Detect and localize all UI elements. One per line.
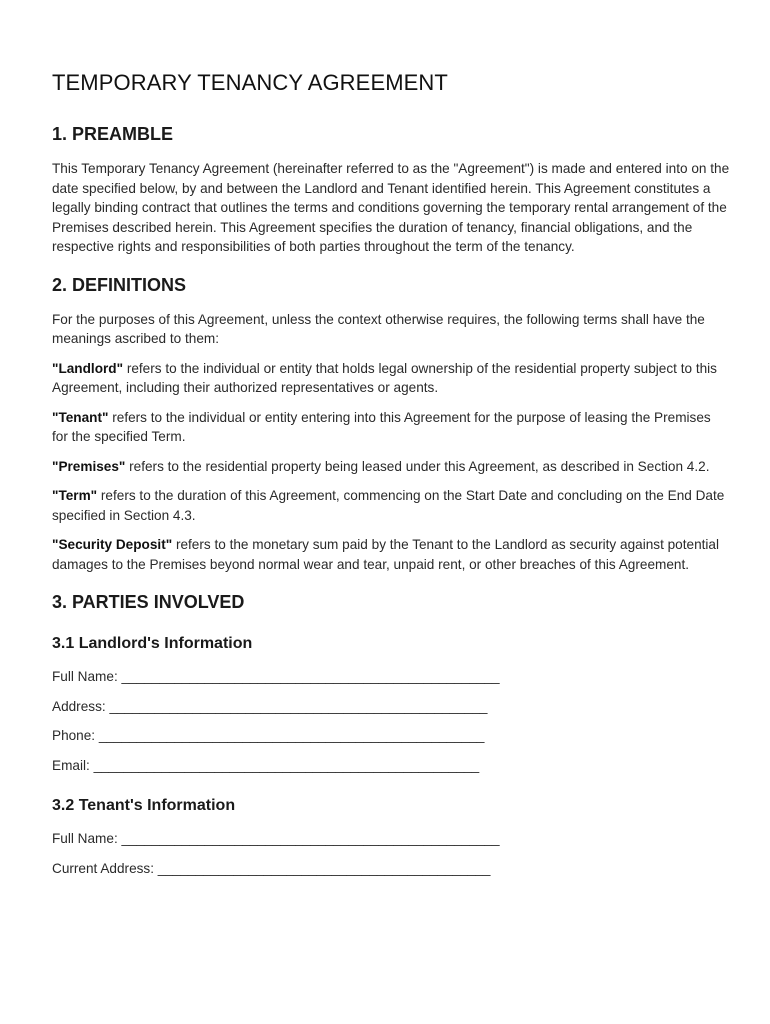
field-blank[interactable]: ____________________________________________ [157,860,491,876]
tenant-info-heading: 3.2 Tenant's Information [52,797,236,814]
preamble-section [52,124,730,257]
definition-term-item [52,486,730,525]
field-blank[interactable]: __________________________________________________ [109,698,488,714]
definitions-heading: 2. DEFINITIONS [52,274,187,295]
definition-premises [52,457,730,477]
field-label: Full Name: [52,669,118,684]
definition-term: "Landlord" [52,360,124,376]
definition-tenant [52,408,730,447]
field-label: Full Name: [52,831,118,846]
field-blank[interactable]: __________________________________________________ [121,831,500,846]
field-label: Current Address: [52,860,154,876]
definition-text: refers to the duration of this Agreement, commencing on the Start Date and concluding on the End Date specified in Section 4.3. [52,488,725,523]
field-label: Address: [52,698,106,714]
definition-term: "Term" [52,488,98,503]
parties-heading: 3. PARTIES INVOLVED [52,592,245,612]
field-blank[interactable]: __________________________________________________ [121,669,500,684]
definition-text: refers to the individual or entity entering into this Agreement for the purpose of leasing the Premises for the specified Term. [52,409,711,444]
parties-section [52,592,730,878]
preamble-text: This Temporary Tenancy Agreement (hereinafter referred to as the "Agreement") is made and entered into on the date specified below, by and between the Landlord and Tenant identified herein. This Agreement constitutes a legally binding contract that outlines the terms and conditions governing the temporary rental arrangement of the Premises described herein. This Agreement specifies the duration of tenancy, financial obligations, and the respective rights and responsibilities of both parties throughout the term of the tenancy. [52,161,730,254]
definition-term: "Security Deposit" [52,537,173,552]
field-blank[interactable]: ___________________________________________________ [98,728,485,743]
definition-term: "Tenant" [52,409,109,425]
definition-security-deposit [52,535,730,574]
definition-text: refers to the residential property being leased under this Agreement, as described in Section 4.2. [125,458,710,474]
definition-text: refers to the monetary sum paid by the Tenant to the Landlord as security against potential damages to the Premises beyond normal wear and tear, unpaid rent, or other breaches of this Agreement. [52,537,720,572]
preamble-heading: 1. PREAMBLE [52,124,174,144]
landlord-full-name-field[interactable] [52,667,730,687]
definitions-intro: For the purposes of this Agreement, unless the context otherwise requires, the following terms shall have the meanings ascribed to them: [52,311,705,346]
landlord-info-heading: 3.1 Landlord's Information [52,635,253,652]
tenant-full-name-field[interactable] [52,829,730,849]
document-title: TEMPORARY TENANCY AGREEMENT [52,70,448,95]
field-label: Phone: [52,728,96,743]
field-blank[interactable]: ___________________________________________________ [93,757,480,773]
field-label: Email: [52,757,90,773]
landlord-address-field[interactable] [52,697,730,717]
definition-landlord [52,359,730,398]
definition-text: refers to the individual or entity that holds legal ownership of the residential property subject to this Agreement, including their authorized representatives or agents. [52,360,717,395]
landlord-phone-field[interactable] [52,726,730,746]
landlord-email-field[interactable] [52,756,730,776]
definition-term: "Premises" [52,458,126,474]
tenant-current-address-field[interactable] [52,859,730,879]
definitions-section [52,275,730,575]
